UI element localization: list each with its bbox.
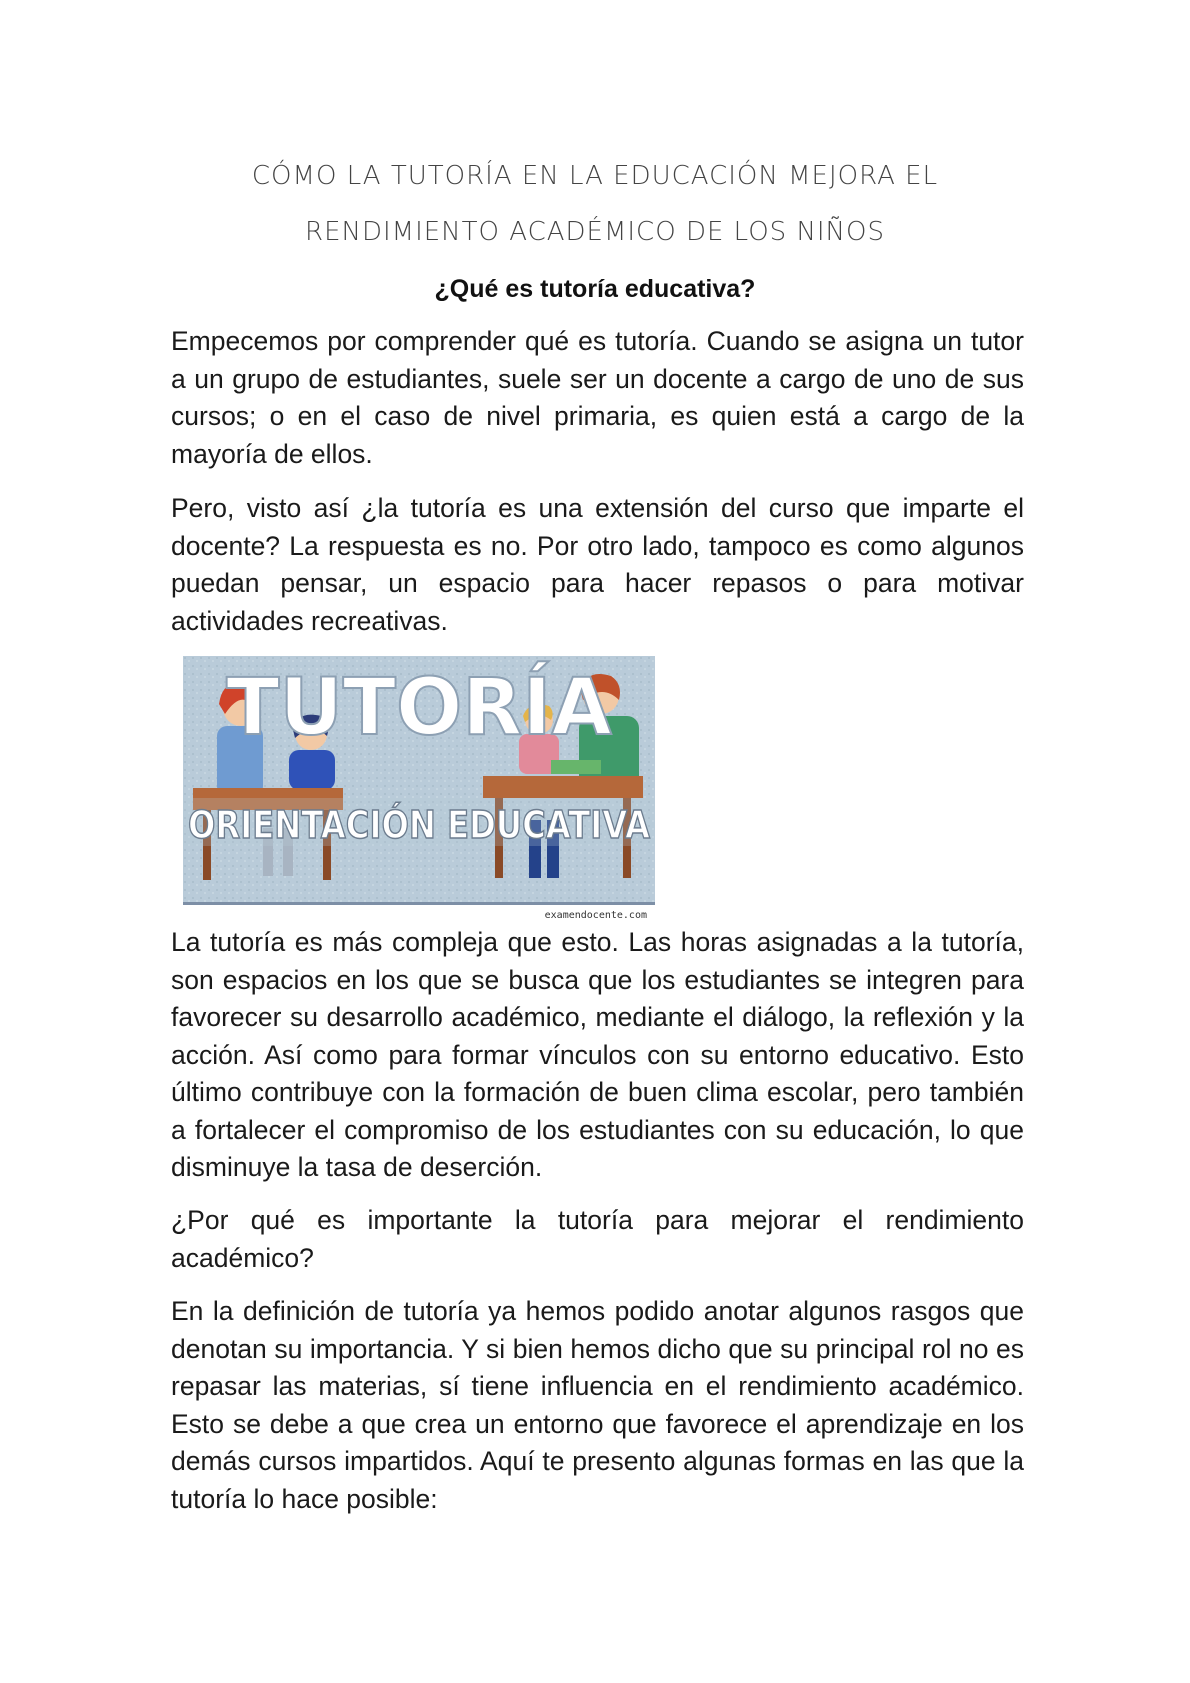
banner-heading: TUTORÍA [226,663,612,753]
paragraph-2: Pero, visto así ¿la tutoría es una extensión del curso que imparte el docente? La respuesta es no. Por otro lado, tampoco es como algunos puedan pensar, un espacio para hacer repasos o para motivar actividades recreativas. [171,493,1024,636]
paragraph-4: ¿Por qué es importante la tutoría para mejorar el rendimiento académico? [171,1205,1024,1273]
banner-credit: examendocente.com [544,910,647,921]
paragraph-3: La tutoría es más compleja que esto. Las horas asignadas a la tutoría, son espacios en los que se busca que los estudiantes se integren para favorecer su desarrollo académico, mediante el diálogo, la reflexión y la acción. Así como para formar vínculos con su entorno educativo. Esto último contribuye con la formación de buen clima escolar, pero también a fortalecer el compromiso de los estudiantes con su educación, lo que disminuye la tasa de deserción. [171,927,1024,1182]
title-line-2: RENDIMIENTO ACADÉMICO DE LOS NIÑOS [305,217,885,247]
section-heading: ¿Qué es tutoría educativa? [434,275,756,303]
paragraph-5: En la definición de tutoría ya hemos podido anotar algunos rasgos que denotan su importancia. Y si bien hemos dicho que su principal rol no es repasar las materias, sí tiene influencia en el rendimiento académico. Esto se debe a que crea un entorno que favorece el aprendizaje en los demás cursos impartidos. Aquí te presento algunas formas en las que la tutoría lo hace posible: [171,1296,1024,1514]
document-title [170,148,1020,260]
paragraph-1: Empecemos por comprender qué es tutoría. Cuando se asigna un tutor a un grupo de estudiantes, suele ser un docente a cargo de uno de sus cursos; o en el caso de nivel primaria, es quien está a cargo de la mayoría de ellos. [171,326,1024,469]
tutoria-banner-image [183,656,655,922]
title-line-1: CÓMO LA TUTORÍA EN LA EDUCACIÓN MEJORA EL [251,161,939,191]
banner-subheading: ORIENTACIÓN EDUCATIVA [188,803,651,847]
